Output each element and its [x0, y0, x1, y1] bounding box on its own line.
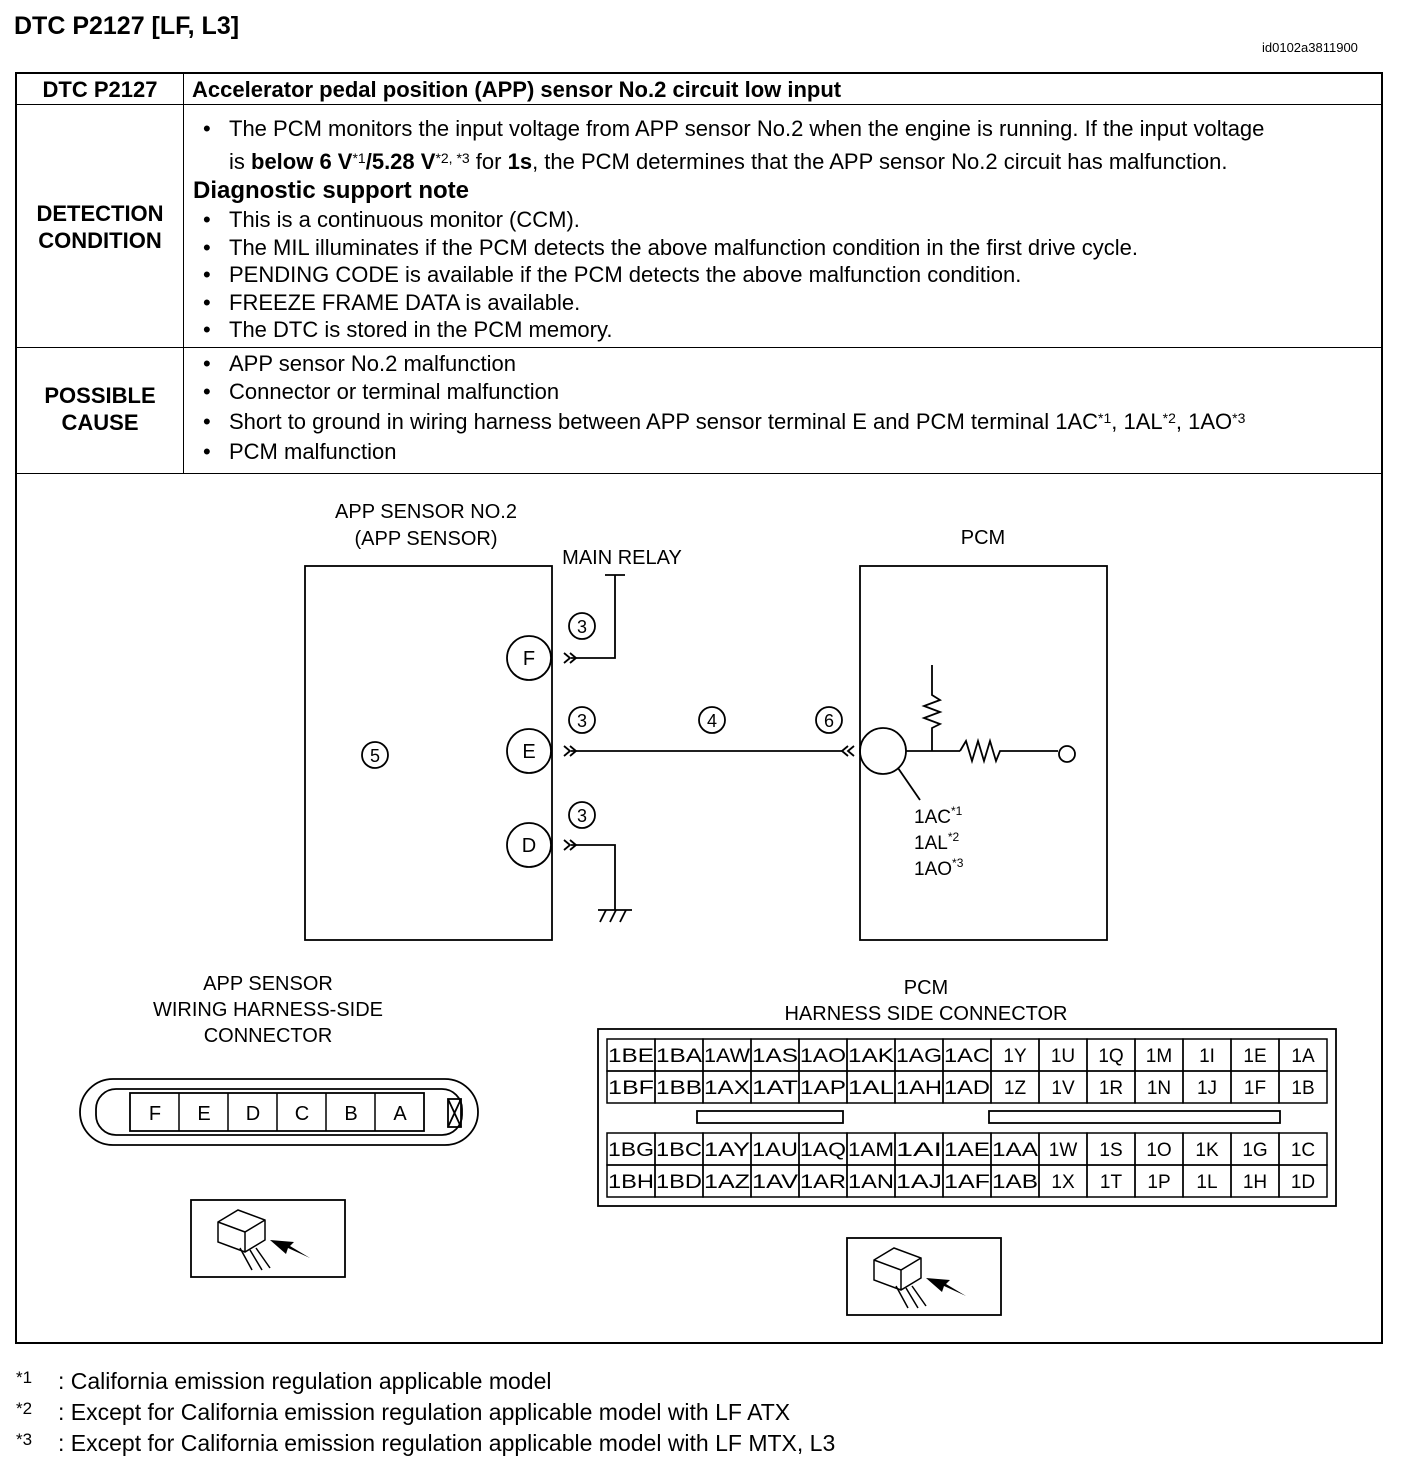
pcm-pin-label: [914, 830, 959, 854]
pcm-pin-label: 1AA: [992, 1140, 1039, 1161]
pcm-pin-label: 1U: [1050, 1046, 1076, 1067]
pcm-pin-label: 1O: [1146, 1140, 1172, 1161]
pcm-pin-label: 1W: [1048, 1140, 1078, 1161]
app-pin-label: D: [245, 1103, 261, 1125]
detection-label-line1: DETECTION: [36, 201, 164, 226]
app-pin-label: C: [294, 1103, 310, 1125]
pcm-resistor-horizontal: [960, 741, 1058, 761]
pcm-pin-label: 1K: [1195, 1140, 1219, 1161]
pcm-pin-label: 1AN: [848, 1172, 894, 1193]
pcm-title: PCM: [960, 527, 1006, 549]
cause-item: • APP sensor No.2 malfunction: [193, 350, 1378, 378]
wire-d-ground: [571, 845, 632, 910]
footnote-ref: *3: [952, 856, 964, 870]
page-title: DTC P2127 [LF, L3]: [14, 12, 240, 40]
footnote: [16, 1430, 835, 1457]
threshold-value: below 6 V: [251, 149, 353, 174]
footnote-mark: *1: [16, 1368, 33, 1387]
app-connector-title-line3: CONNECTOR: [203, 1025, 333, 1047]
pcm-pin-label: 1D: [1290, 1172, 1316, 1193]
pcm-connector-grid: [607, 1039, 1327, 1197]
pcm-terminal-circle: [860, 728, 906, 774]
cause-label-line2: CAUSE: [61, 410, 139, 435]
footnote: [16, 1399, 790, 1426]
pcm-pin-label: 1L: [1196, 1172, 1218, 1193]
pcm-pin-label: 1AM: [848, 1140, 894, 1161]
pcm-pin-label: 1X: [1051, 1172, 1075, 1193]
pcm-pin-label: 1BD: [656, 1172, 702, 1193]
support-note-item: • FREEZE FRAME DATA is available.: [193, 289, 1373, 317]
footnote-text: : Except for California emission regulation applicable model with LF MTX, L3: [58, 1430, 836, 1456]
pcm-pin-name: 1AL: [914, 833, 948, 854]
pcm-pin-label: 1N: [1146, 1078, 1172, 1099]
app-pin-label: F: [148, 1103, 162, 1125]
pcm-pin-label: 1M: [1145, 1046, 1173, 1067]
support-note-item: • This is a continuous monitor (CCM).: [193, 206, 1373, 234]
pcm-pin-label: 1Z: [1003, 1078, 1027, 1099]
image-id: id0102a3811900: [1262, 40, 1358, 55]
pcm-terminal-leader: [898, 768, 920, 800]
pcm-pin-label: 1V: [1051, 1078, 1075, 1099]
pcm-pin-label: 1E: [1243, 1046, 1267, 1067]
pcm-pin-name: 1AC: [914, 807, 951, 828]
cause-item: • Connector or terminal malfunction: [193, 378, 1378, 406]
terminal-e-label: E: [522, 741, 536, 763]
pcm-pin-label: 1F: [1243, 1078, 1267, 1099]
pcm-pin-label: 1AD: [944, 1078, 990, 1099]
app-sensor-title-line2: (APP SENSOR): [354, 528, 498, 550]
footnote-text: : California emission regulation applicable model: [58, 1368, 552, 1394]
detection-text: is: [229, 149, 251, 174]
cause-text: Short to ground in wiring harness between APP sensor terminal E and PCM terminal 1AC: [229, 409, 1099, 434]
footnote-ref: *2: [1162, 410, 1176, 426]
pcm-pin-label: [914, 804, 963, 828]
pcm-pin-label: 1J: [1196, 1078, 1218, 1099]
pcm-pin-label: 1S: [1099, 1140, 1123, 1161]
pcm-pin-label: 1BB: [656, 1078, 702, 1099]
pcm-pin-label: 1G: [1242, 1140, 1268, 1161]
duration-value: 1s: [507, 149, 533, 174]
callout-3-label: 3: [576, 617, 588, 637]
pcm-pin-label: 1P: [1147, 1172, 1171, 1193]
pcm-pin-label: 1AK: [848, 1046, 895, 1067]
pcm-pin-label: 1AV: [752, 1172, 799, 1193]
cause-text: , 1AL: [1111, 409, 1163, 434]
footnote: [16, 1368, 552, 1395]
footnote-mark: *2: [16, 1399, 33, 1418]
callout-3-label: 3: [576, 806, 588, 826]
cause-label-line1: POSSIBLE: [44, 383, 156, 408]
plug-view-icon: [874, 1248, 926, 1308]
pcm-pin-label: 1AO: [800, 1046, 846, 1067]
callout-3-label: 3: [576, 711, 588, 731]
support-note-title: Diagnostic support note: [193, 177, 469, 204]
pcm-pin-label: 1AW: [704, 1046, 751, 1067]
ground-icon: [600, 910, 626, 922]
pcm-pin-label: 1BG: [608, 1140, 654, 1161]
dtc-code-label: DTC P2127: [42, 77, 158, 102]
pcm-pin-label: 1AJ: [896, 1172, 942, 1193]
pcm-pin-name: 1AO: [914, 859, 953, 880]
detection-text: , the PCM determines that the APP sensor No.2 circuit has malfunction.: [532, 149, 1228, 174]
footnote-text: : Except for California emission regulation applicable model with LF ATX: [58, 1399, 791, 1425]
pcm-output-node: [1059, 746, 1075, 762]
pcm-pin-label: 1AI: [896, 1140, 942, 1161]
pcm-pin-label: 1Y: [1003, 1046, 1027, 1067]
footnote-ref: *1: [352, 150, 366, 166]
pcm-pin-label: 1BA: [656, 1046, 703, 1067]
pcm-pin-label: 1H: [1242, 1172, 1268, 1193]
support-note-item: • PENDING CODE is available if the PCM detects the above malfunction condition.: [193, 261, 1373, 289]
pcm-pin-label: 1R: [1098, 1078, 1124, 1099]
app-pin-label: A: [393, 1103, 407, 1125]
pcm-pin-label: 1AY: [704, 1140, 751, 1161]
pcm-pin-label: 1AS: [752, 1046, 798, 1067]
main-relay-label: MAIN RELAY: [562, 547, 682, 569]
detection-label-line2: CONDITION: [38, 228, 162, 253]
app-sensor-box: [305, 566, 552, 940]
pcm-pin-label: 1AG: [896, 1046, 942, 1067]
dtc-description: Accelerator pedal position (APP) sensor No.2 circuit low input: [192, 77, 842, 102]
footnote-ref: *2: [947, 830, 960, 844]
pcm-connector-title-line1: PCM: [903, 977, 949, 999]
pcm-pin-label: 1BF: [608, 1078, 654, 1099]
detection-text: for: [469, 149, 508, 174]
cause-text: , 1AO: [1175, 409, 1233, 434]
pcm-pin-label: 1BC: [656, 1140, 702, 1161]
support-note-item: • The MIL illuminates if the PCM detects the above malfunction condition in the first drive cycle.: [193, 234, 1373, 262]
pcm-pin-label: 1AE: [944, 1140, 990, 1161]
callout-4-label: 4: [706, 711, 718, 731]
pcm-pin-label: 1BE: [608, 1046, 654, 1067]
terminal-d-label: D: [521, 835, 537, 857]
pcm-pin-label: 1AR: [800, 1172, 846, 1193]
footnote-ref: *3: [1232, 410, 1246, 426]
threshold-value: /5.28 V: [365, 149, 436, 174]
pcm-pin-label: 1B: [1291, 1078, 1315, 1099]
pcm-pin-label: 1AF: [944, 1172, 990, 1193]
pcm-pin-label: 1AC: [944, 1046, 990, 1067]
support-note-item: • The DTC is stored in the PCM memory.: [193, 316, 1373, 344]
footnote-ref: *1: [1098, 410, 1112, 426]
pcm-pin-label: [914, 856, 964, 880]
app-connector-title-line1: APP SENSOR: [203, 973, 333, 995]
pcm-pin-label: 1AP: [800, 1078, 846, 1099]
pcm-connector-title-line2: HARNESS SIDE CONNECTOR: [784, 1003, 1068, 1025]
pcm-box: [860, 566, 1107, 940]
app-pin-label: E: [197, 1103, 211, 1125]
cause-item: • PCM malfunction: [193, 438, 1378, 466]
pcm-pin-label: 1AZ: [704, 1172, 751, 1193]
callout-5-label: 5: [369, 746, 381, 766]
pcm-pin-label: 1AX: [704, 1078, 751, 1099]
pcm-pin-label: 1Q: [1098, 1046, 1124, 1067]
app-pin-label: B: [344, 1103, 358, 1125]
terminal-f-label: F: [522, 648, 536, 670]
pcm-pin-label: 1A: [1291, 1046, 1315, 1067]
pcm-pin-label: 1T: [1099, 1172, 1123, 1193]
app-sensor-title-line1: APP SENSOR NO.2: [335, 501, 517, 523]
pcm-pin-label: 1AT: [752, 1078, 799, 1099]
detection-text-line1: The PCM monitors the input voltage from APP sensor No.2 when the engine is running. If the input voltage: [229, 116, 1265, 141]
pcm-pin-label: 1AB: [992, 1172, 1038, 1193]
pcm-resistor-vertical: [924, 665, 940, 751]
callout-6-label: 6: [823, 711, 835, 731]
pcm-pin-label: 1BH: [608, 1172, 654, 1193]
plug-view-icon: [218, 1210, 270, 1270]
footnote-ref: *1: [950, 804, 963, 818]
app-connector-lock-cross: [448, 1099, 461, 1127]
app-connector-title-line2: WIRING HARNESS-SIDE: [152, 999, 384, 1021]
pcm-pin-label: 1C: [1290, 1140, 1316, 1161]
pcm-pin-label: 1AQ: [800, 1140, 846, 1161]
arrow-icon: [270, 1240, 310, 1258]
pcm-pin-label: 1AH: [896, 1078, 942, 1099]
footnote-mark: *3: [16, 1430, 33, 1449]
connector-mark-pcm: [842, 746, 854, 756]
footnote-ref: *2, *3: [435, 150, 470, 166]
pcm-connector-key-left: [697, 1111, 843, 1123]
pcm-pin-label: 1AL: [848, 1078, 894, 1099]
pcm-pin-label: 1AU: [752, 1140, 798, 1161]
pcm-connector-key-right: [989, 1111, 1280, 1123]
arrow-icon: [926, 1278, 966, 1296]
pcm-pin-label: 1I: [1199, 1046, 1215, 1067]
